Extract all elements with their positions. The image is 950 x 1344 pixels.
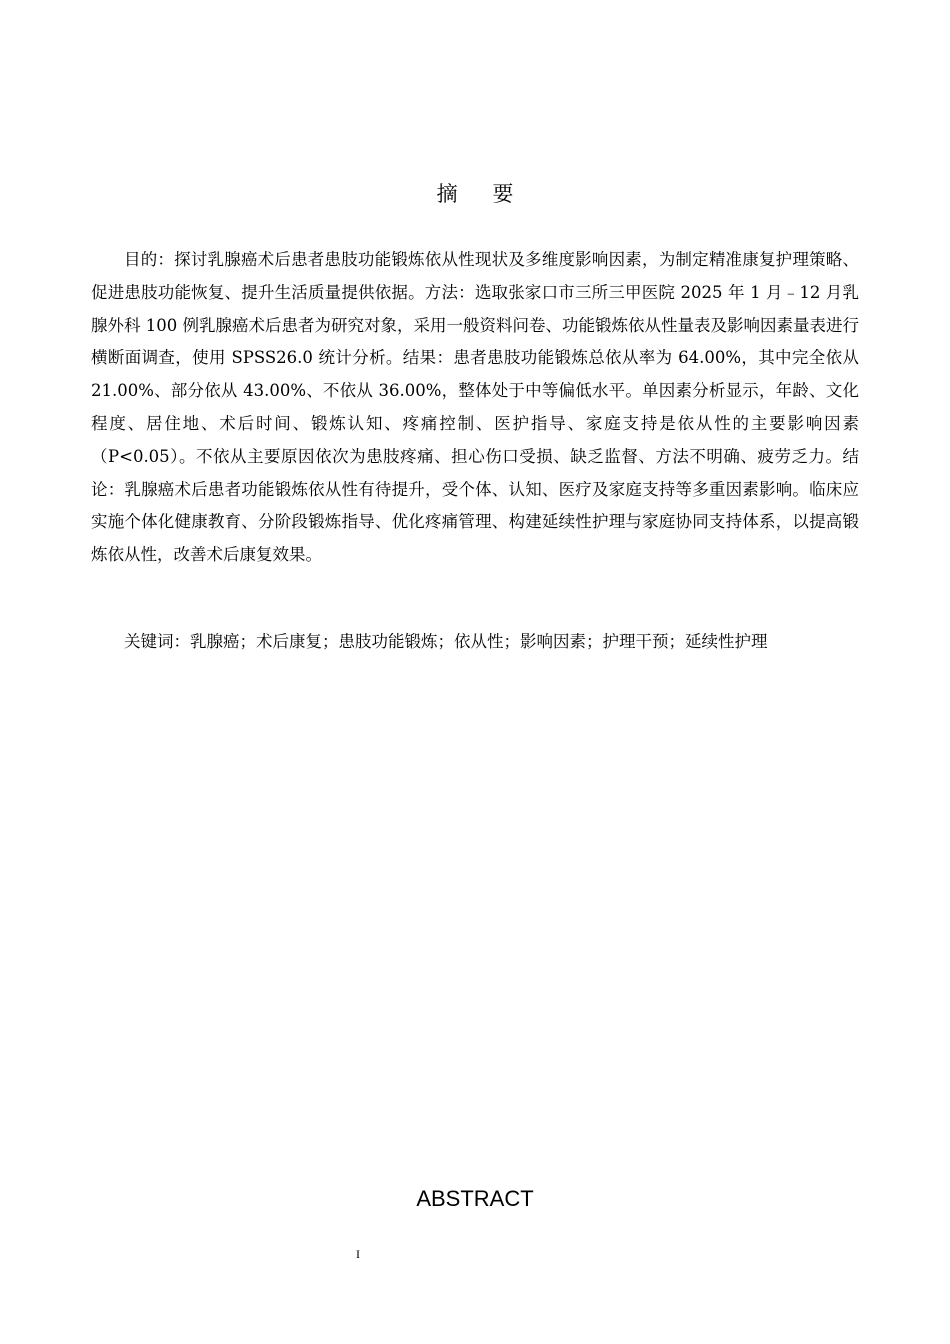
english-abstract-heading: ABSTRACT [416, 1186, 534, 1211]
keywords-line [91, 626, 859, 659]
keywords-label: 关键词： [124, 632, 190, 651]
page-number: I [356, 1247, 360, 1261]
abstract-paragraph: 目的：探讨乳腺癌术后患者患肢功能锻炼依从性现状及多维度影响因素，为制定精准康复护理策略、促进患肢功能恢复、提升生活质量提供依据。方法：选取张家口市三所三甲医院 2025 年 1 月﹣12 月乳腺外科 100 例乳腺癌术后患者为研究对象，采用一般资料问卷、功能锻炼依从性量表及影响因素量表进行横断面调查，使用 SPSS26.0 统计分析。结果：患者患肢功能锻炼总依从率为 64.00%，其中完全依从 21.00%、部分依从 43.00%、不依从 36.00%，整体处于中等偏低水平。单因素分析显示，年龄、文化程度、居住地、术后时间、锻炼认知、疼痛控制、医护指导、家庭支持是依从性的主要影响因素（P<0.05）。不依从主要原因依次为患肢疼痛、担心伤口受损、缺乏监督、方法不明确、疲劳乏力。结论：乳腺癌术后患者功能锻炼依从性有待提升，受个体、认知、医疗及家庭支持等多重因素影响。临床应实施个体化健康教育、分阶段锻炼指导、优化疼痛管理、构建延续性护理与家庭协同支持体系，以提高锻炼依从性，改善术后康复效果。 [91, 250, 859, 565]
keywords-text: 乳腺癌；术后康复；患肢功能锻炼；依从性；影响因素；护理干预；延续性护理 [190, 632, 768, 651]
abstract-heading: 摘 要 [436, 182, 528, 206]
